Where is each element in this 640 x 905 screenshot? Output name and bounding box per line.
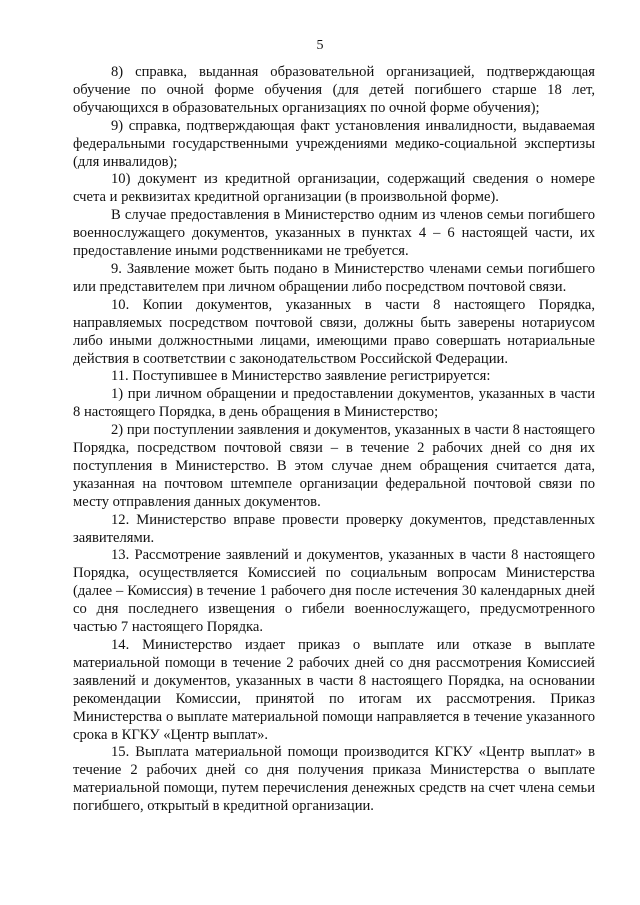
- paragraph-item-9-certificate: 9) справка, подтверждающая факт установления инвалидности, выдаваемая федеральными государственными учреждениями медико-социальной экспертизы (для инвалидов);: [73, 117, 595, 170]
- paragraph-section-11-item-1: 1) при личном обращении и предоставлении документов, указанных в части 8 настоящего Порядка, в день обращения в Министерство;: [73, 386, 595, 421]
- paragraph-section-11-item-2: 2) при поступлении заявления и документов, указанных в части 8 настоящего Порядка, посредством почтовой связи – в течение 2 рабочих дней со дня их поступления в Министерство. В этом случае днем обращения считается дата, указанная на почтовом штемпеле организации федеральной почтовой связи по месту отправления данных документов.: [73, 422, 595, 510]
- paragraph-section-11: 11. Поступившее в Министерство заявление регистрируется:: [111, 368, 491, 385]
- paragraph-section-9: 9. Заявление может быть подано в Министерство членами семьи погибшего или представителем при личном обращении либо посредством почтовой связи.: [73, 260, 595, 295]
- paragraph-section-14: 14. Министерство издает приказ о выплате или отказе в выплате материальной помощи в течение 2 рабочих дней со дня рассмотрения Комиссией заявлений и документов, указанных в части 8 настоящего Порядка, на основании рекомендации Комиссии, принятой по итогам их рассмотрения. Приказ Министерства о выплате материальной помощи направляется в течение указанного срока в КГКУ «Центр выплат».: [73, 637, 595, 743]
- paragraph-section-12: 12. Министерство вправе провести проверку документов, представленных заявителями.: [73, 511, 595, 546]
- paragraph-family-member-note: В случае предоставления в Министерство одним из членов семьи погибшего военнослужащего документов, указанных в пунктах 4 – 6 настоящей части, их предоставление иными родственниками не требуется.: [73, 207, 595, 260]
- paragraph-section-15: 15. Выплата материальной помощи производится КГКУ «Центр выплат» в течение 2 рабочих дней со дня получения приказа Министерства о выплате материальной помощи, путем перечисления денежных средств на счет члена семьи погибшего, открытый в кредитной организации.: [73, 744, 595, 815]
- paragraph-item-10-bank-document: 10) документ из кредитной организации, содержащий сведения о номере счета и реквизитах кредитной организации (в произвольной форме).: [73, 171, 595, 206]
- paragraph-section-10: 10. Копии документов, указанных в части 8 настоящего Порядка, направляемых посредством почтовой связи, должны быть заверены нотариусом либо иными должностными лицами, имеющими право совершать нотариальные действия в соответствии с законодательством Российской Федерации.: [73, 296, 595, 367]
- paragraph-item-8-certificate: 8) справка, выданная образовательной организацией, подтверждающая обучение по очной форме обучения (для детей погибшего старше 18 лет, обучающихся в образовательных организациях по очной форме обучения);: [73, 64, 595, 116]
- paragraph-section-13: 13. Рассмотрение заявлений и документов, указанных в части 8 настоящего Порядка, осуществляется Комиссией по социальным вопросам Министерства (далее – Комиссия) в течение 1 рабочего дня после истечения 30 календарных дней со дня последнего извещения о гибели военнослужащего, предусмотренного частью 7 настоящего Порядка.: [73, 547, 595, 636]
- page-number: 5: [316, 38, 324, 53]
- document-body: [73, 64, 595, 816]
